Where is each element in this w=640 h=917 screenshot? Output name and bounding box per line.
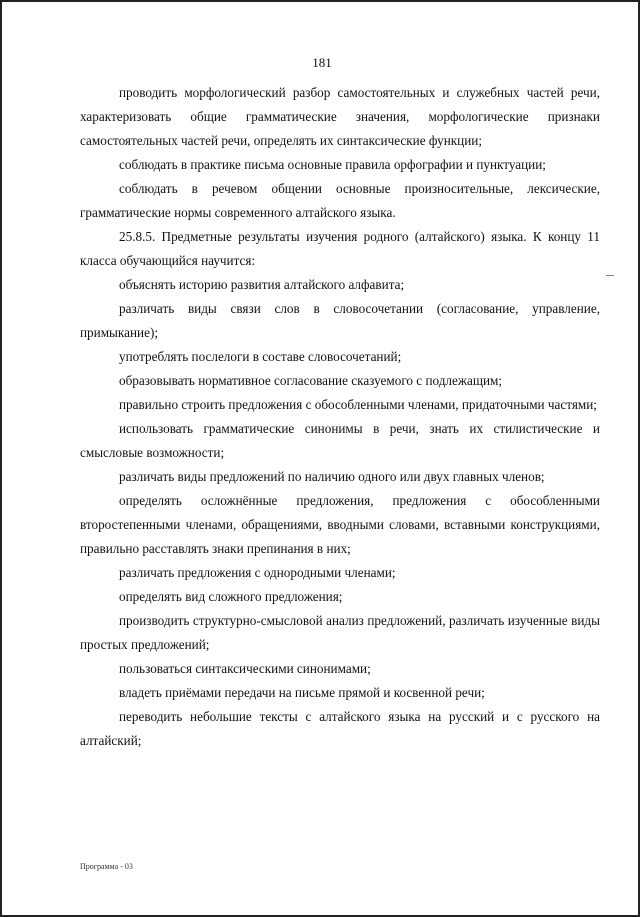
page-footer: Программа - 03 [80,862,133,871]
paragraph: проводить морфологический разбор самостоятельных и служебных частей речи, характеризовать общие грамматические значения, морфологические признаки самостоятельных частей речи, определять их синтаксические функции; [80,85,600,148]
paragraph: соблюдать в практике письма основные правила орфографии и пунктуации; [119,157,546,172]
paragraph: определять осложнённые предложения, предложения с обособленными второстепенными членами, обращениями, вводными словами, вставными конструкциями, правильно расставлять знаки препинания в них; [80,493,600,556]
paragraph: различать виды связи слов в словосочетании (согласование, управление, примыкание); [80,301,600,340]
paragraph: определять вид сложного предложения; [119,589,343,604]
paragraph: различать виды предложений по наличию одного или двух главных членов; [119,469,545,484]
paragraph: переводить небольшие тексты с алтайского языка на русский и с русского на алтайский; [80,709,600,748]
paragraph: пользоваться синтаксическими синонимами; [119,661,371,676]
page-body [80,81,600,753]
paragraph: различать предложения с однородными членами; [119,565,396,580]
scan-artifact-mark [606,275,614,276]
section-heading-paragraph: 25.8.5. Предметные результаты изучения родного (алтайского) языка. К концу 11 класса обучающийся научится: [80,229,600,268]
paragraph: объяснять историю развития алтайского алфавита; [119,277,405,292]
paragraph: соблюдать в речевом общении основные произносительные, лексические, грамматические нормы современного алтайского языка. [80,181,600,220]
paragraph: употреблять послелоги в составе словосочетаний; [119,349,402,364]
paragraph: производить структурно-смысловой анализ предложений, различать изученные виды простых предложений; [80,613,600,652]
paragraph: образовывать нормативное согласование сказуемого с подлежащим; [119,373,503,388]
paragraph: использовать грамматические синонимы в речи, знать их стилистические и смысловые возможности; [80,421,600,460]
paragraph: правильно строить предложения с обособленными членами, придаточными частями; [119,397,597,412]
paragraph: владеть приёмами передачи на письме прямой и косвенной речи; [119,685,485,700]
page-number: 181 [312,55,332,70]
